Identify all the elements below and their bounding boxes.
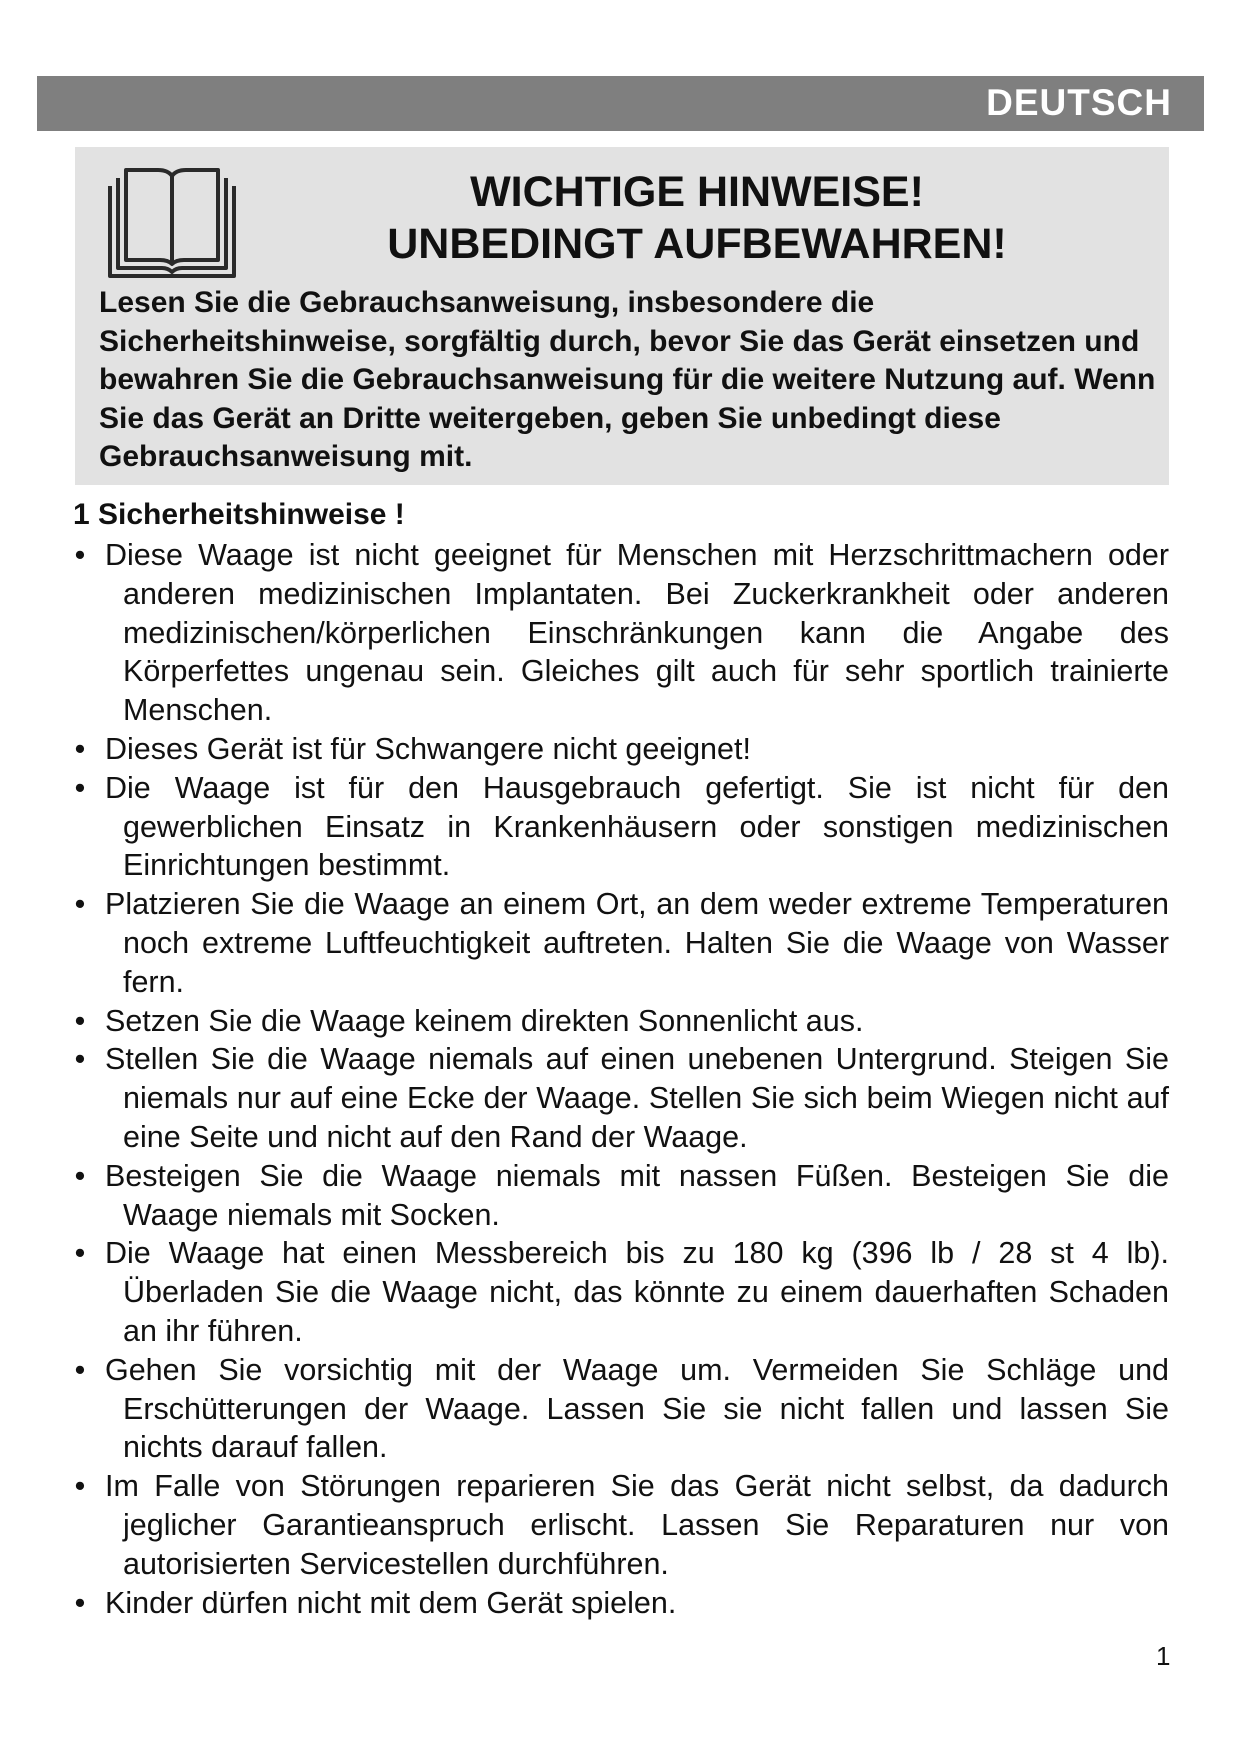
list-item-text: Diese Waage ist nicht geeignet für Menschen mit Herzschrittmachern oder anderen medizinischen Implantaten. Bei Zuckerkrankheit oder anderen medizinischen/körperlichen Einschränkungen kann die Angabe des Körperfettes ungenau sein. Gleiches gilt auch für sehr sportlich trainierte Menschen. (105, 538, 1169, 728)
list-item-text: Gehen Sie vorsichtig mit der Waage um. Vermeiden Sie Schläge und Erschütterungen der Waage. Lassen Sie sie nicht fallen und lassen Sie nichts darauf fallen. (105, 1352, 1169, 1465)
list-item-text: Kinder dürfen nicht mit dem Gerät spielen. (105, 1585, 677, 1620)
list-item (73, 1040, 1169, 1156)
list-item (73, 1157, 1169, 1235)
safety-instructions-list (73, 536, 1169, 1622)
list-item (73, 730, 1169, 769)
bullet-icon: • (74, 1003, 86, 1038)
bullet-icon: • (74, 887, 86, 922)
list-item-text: Setzen Sie die Waage keinem direkten Sonnenlicht aus. (105, 1003, 864, 1038)
notice-title-line-2: UNBEDINGT AUFBEWAHREN! (387, 220, 1007, 268)
list-item-text: Platzieren Sie die Waage an einem Ort, an dem weder extreme Temperaturen noch extreme Luftfeuchtigkeit auftreten. Halten Sie die Waage von Wasser fern. (105, 887, 1169, 999)
notice-body-text: Lesen Sie die Gebrauchsanweisung, insbesondere die Sicherheitshinweise, sorgfältig durch, bevor Sie das Gerät einsetzen und bewahren Sie die Gebrauchsanweisung für die weitere Nutzung auf. Wenn Sie das Gerät an Dritte weitergeben, geben Sie unbedingt diese Gebrauchsanweisung mit. (99, 286, 1156, 473)
bullet-icon: • (74, 1585, 86, 1620)
notice-title-line-1: WICHTIGE HINWEISE! (470, 168, 924, 216)
bullet-icon: • (74, 1469, 86, 1504)
list-item (73, 1234, 1169, 1350)
bullet-icon: • (74, 1042, 86, 1077)
list-item (73, 769, 1169, 885)
bullet-icon: • (74, 1352, 86, 1387)
list-item (73, 885, 1169, 1001)
bullet-icon: • (74, 1158, 86, 1193)
list-item-text: Dieses Gerät ist für Schwangere nicht geeignet! (105, 731, 751, 766)
bullet-icon: • (74, 538, 86, 572)
open-book-icon (102, 160, 242, 282)
language-label: DEUTSCH (986, 82, 1172, 123)
list-item (73, 1351, 1169, 1467)
important-notice-box (75, 147, 1169, 485)
list-item (73, 1467, 1169, 1583)
list-item-text: Im Falle von Störungen reparieren Sie das Gerät nicht selbst, da dadurch jeglicher Garantieanspruch erlischt. Lassen Sie Reparaturen nur von autorisierten Servicestellen durchführen. (105, 1469, 1169, 1581)
list-item-text: Die Waage hat einen Messbereich bis zu 180 kg (396 lb / 28 st 4 lb). Überladen Sie die Waage nicht, das könnte zu einem dauerhaften Schaden an ihr führen. (105, 1236, 1169, 1348)
bullet-icon: • (74, 731, 86, 766)
list-item (73, 536, 1169, 730)
list-item-text: Stellen Sie die Waage niemals auf einen unebenen Untergrund. Steigen Sie niemals nur auf eine Ecke der Waage. Stellen Sie sich beim Wiegen nicht auf eine Seite und nicht auf den Rand der Waage. (105, 1042, 1169, 1154)
bullet-icon: • (74, 1236, 86, 1271)
bullet-icon: • (74, 770, 86, 805)
list-item-text: Die Waage ist für den Hausgebrauch gefertigt. Sie ist nicht für den gewerblichen Einsatz in Krankenhäusern oder sonstigen medizinischen Einrichtungen bestimmt. (105, 770, 1169, 883)
section-title: 1 Sicherheitshinweise ! (73, 498, 405, 531)
page-number: 1 (1156, 1641, 1171, 1671)
list-item-text: Besteigen Sie die Waage niemals mit nassen Füßen. Besteigen Sie die Waage niemals mit Socken. (105, 1158, 1169, 1232)
language-header-bar (37, 76, 1204, 131)
list-item (73, 1584, 1169, 1623)
list-item (73, 1002, 1169, 1041)
